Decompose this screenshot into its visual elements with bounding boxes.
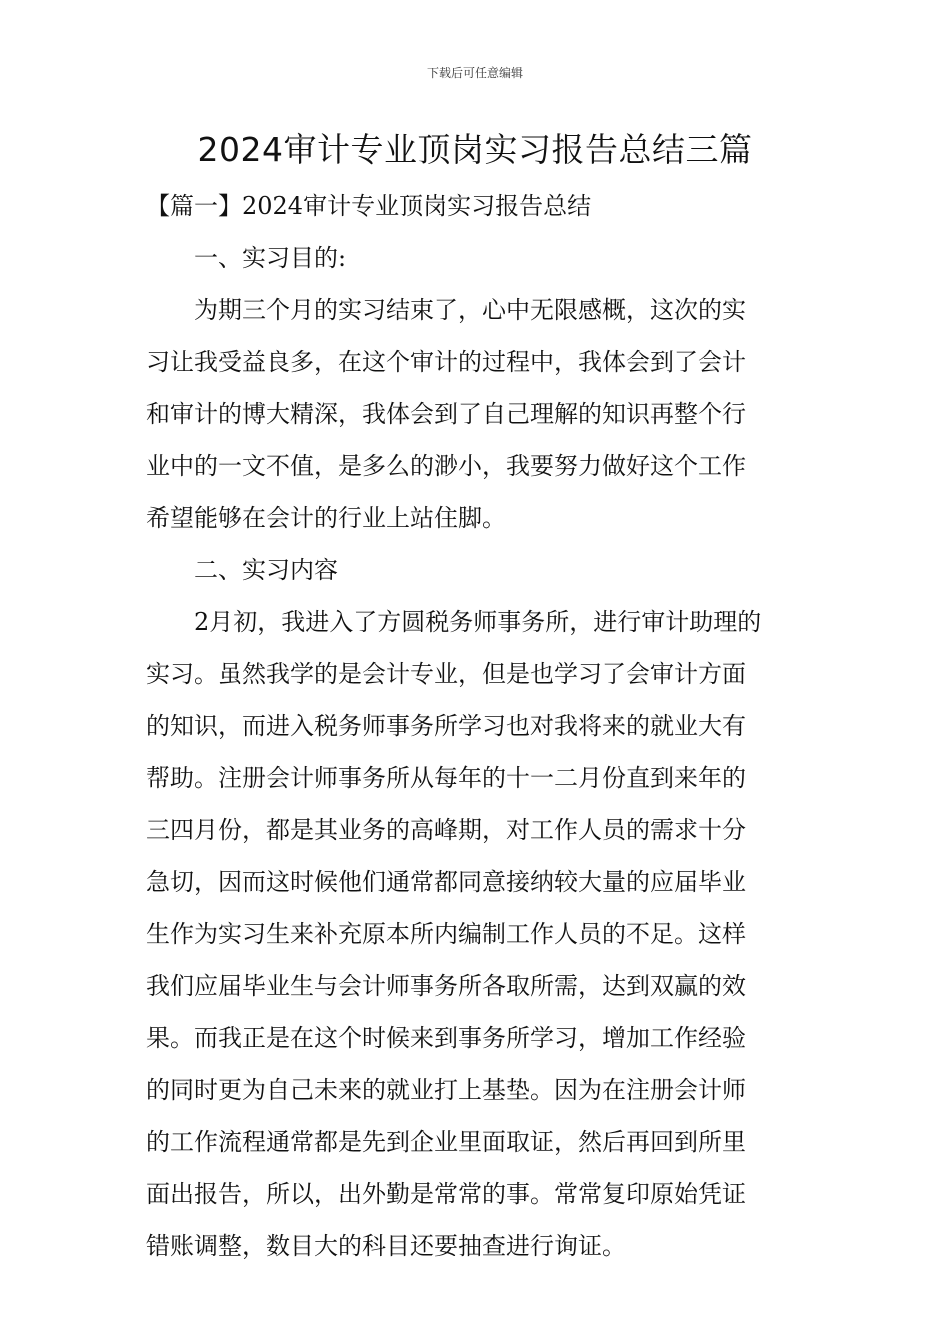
- heading-content: 二、实习内容: [194, 556, 338, 584]
- text-line: 果。而我正是在这个时候来到事务所学习，增加工作经验: [146, 1024, 746, 1052]
- text-line: 三四月份，都是其业务的高峰期，对工作人员的需求十分: [146, 816, 746, 844]
- document-body: [146, 180, 808, 1272]
- text-line: 为期三个月的实习结束了，心中无限感概，这次的实: [194, 296, 746, 324]
- text-line: 2月初，我进入了方圆税务师事务所，进行审计助理的: [194, 608, 762, 636]
- text-line: 习让我受益良多，在这个审计的过程中，我体会到了会计: [146, 348, 746, 376]
- text-line: 错账调整，数目大的科目还要抽查进行询证。: [146, 1232, 626, 1260]
- document-title: 2024审计专业顶岗实习报告总结三篇: [197, 130, 753, 169]
- text-line: 帮助。注册会计师事务所从每年的十一二月份直到来年的: [146, 764, 746, 792]
- paragraph-content: [146, 596, 808, 1272]
- text-line: 生作为实习生来补充原本所内编制工作人员的不足。这样: [146, 920, 746, 948]
- text-line: 的工作流程通常都是先到企业里面取证，然后再回到所里: [146, 1128, 746, 1156]
- text-line: 我们应届毕业生与会计师事务所各取所需，达到双赢的效: [146, 972, 746, 1000]
- heading-purpose: 一、实习目的:: [194, 244, 347, 272]
- text-line: 急切，因而这时候他们通常都同意接纳较大量的应届毕业: [146, 868, 746, 896]
- text-line: 希望能够在会计的行业上站住脚。: [146, 504, 506, 532]
- paragraph-purpose: [146, 284, 808, 544]
- text-line: 的同时更为自己未来的就业打上基垫。因为在注册会计师: [146, 1076, 746, 1104]
- text-line: 业中的一文不值，是多么的渺小，我要努力做好这个工作: [146, 452, 746, 480]
- text-line: 实习。虽然我学的是会计专业，但是也学习了会审计方面: [146, 660, 746, 688]
- text-line: 和审计的博大精深，我体会到了自己理解的知识再整个行: [146, 400, 746, 428]
- text-line: 的知识，而进入税务师事务所学习也对我将来的就业大有: [146, 712, 746, 740]
- text-line: 面出报告，所以，出外勤是常常的事。常常复印原始凭证: [146, 1180, 746, 1208]
- header-note: 下载后可任意编辑: [426, 66, 523, 80]
- section-heading: 【篇一】2024审计专业顶岗实习报告总结: [146, 192, 592, 220]
